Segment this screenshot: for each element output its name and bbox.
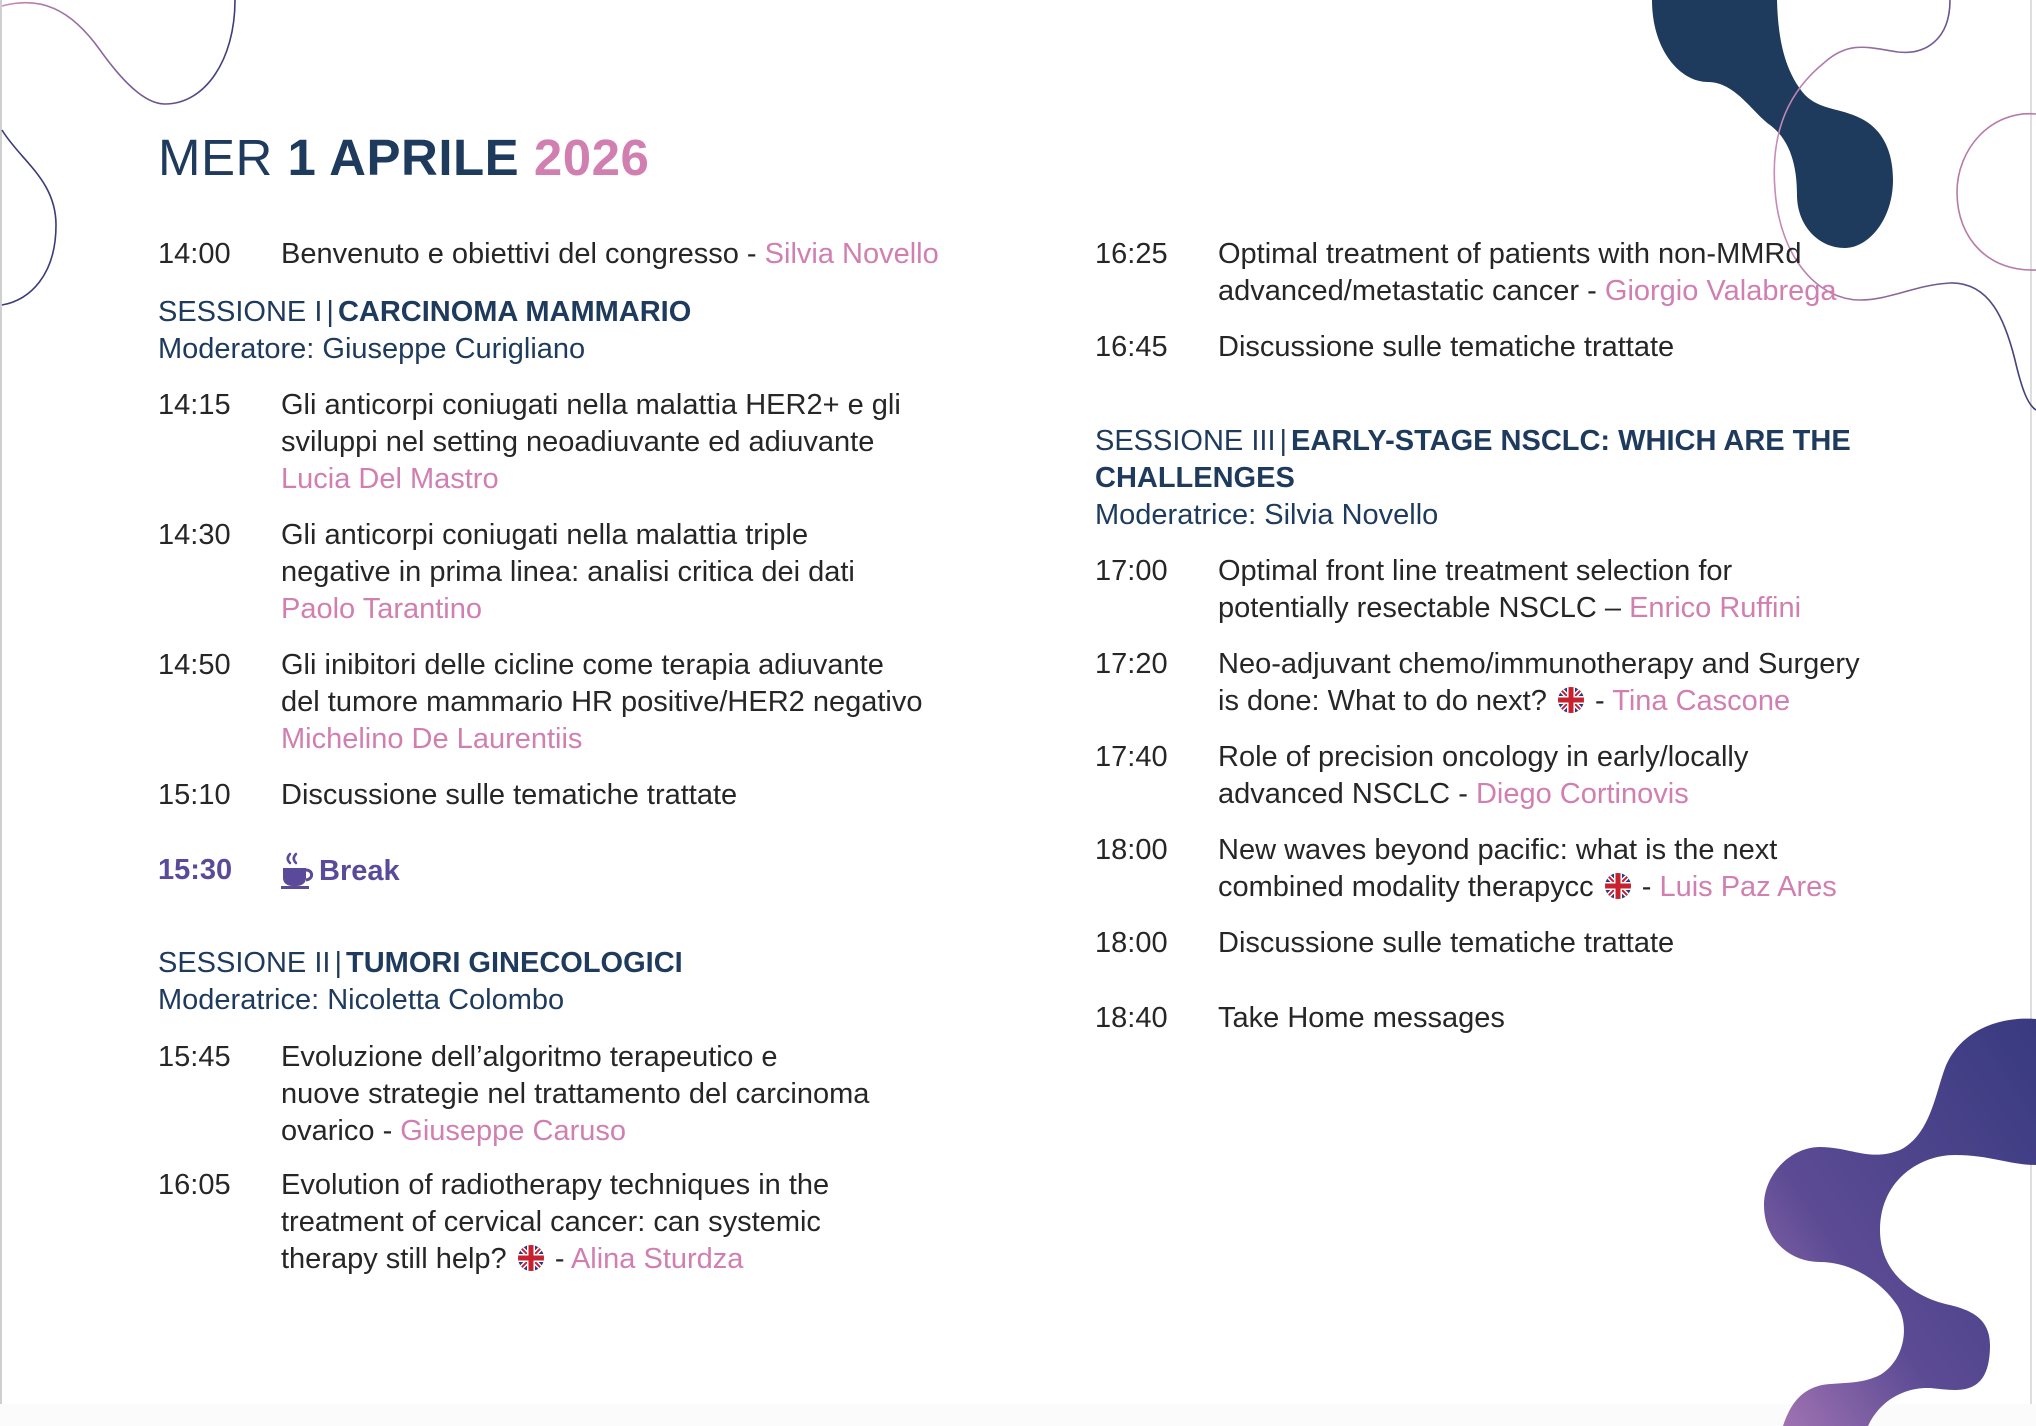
item-title-line: advanced NSCLC [1218, 778, 1451, 810]
speaker-name: Alina Sturdza [570, 1243, 744, 1275]
session-moderator: Moderatrice: Silvia Novello [1095, 499, 1439, 531]
item-body [1218, 739, 1935, 813]
session-name-continued: CHALLENGES [1095, 462, 1295, 494]
speaker-name: Tina Cascone [1612, 685, 1791, 717]
program-item [1095, 553, 1935, 627]
item-time: 17:40 [1095, 741, 1168, 773]
program-item [158, 777, 1018, 814]
bottom-right-purple-blob [1764, 1019, 2036, 1426]
item-body [1218, 553, 1935, 627]
left-edge-curve [2, 130, 56, 305]
item-time: 14:00 [158, 238, 231, 270]
program-item [158, 1039, 1018, 1150]
item-time: 18:40 [1095, 1002, 1168, 1034]
session-title [158, 945, 1018, 982]
item-separator: - [1587, 275, 1597, 307]
item-last-line [1218, 776, 1935, 813]
speaker-name: Silvia Novello [764, 238, 939, 270]
item-title-line: is done: What to do next? [1218, 685, 1547, 717]
item-time: 16:45 [1095, 331, 1168, 363]
program-item [158, 387, 1018, 498]
item-title-line: Role of precision oncology in early/locally [1218, 741, 1749, 773]
item-time: 16:25 [1095, 238, 1168, 270]
item-title-line: Optimal front line treatment selection for [1218, 555, 1733, 587]
uk-flag-icon [1604, 872, 1632, 900]
program-left-column [158, 236, 1018, 1278]
item-title-line: therapy still help? [281, 1243, 507, 1275]
session-title [1095, 423, 1935, 460]
speaker-name: Paolo Tarantino [281, 593, 483, 625]
program-item-break [158, 852, 1018, 890]
item-time: 15:45 [158, 1041, 231, 1073]
item-body [1218, 646, 1935, 720]
session-moderator: Moderatore: Giuseppe Curigliano [158, 333, 586, 365]
right-edge-circle-curve [1957, 114, 2036, 270]
item-title-line: ovarico [281, 1115, 375, 1147]
speaker-name: Diego Cortinovis [1475, 778, 1689, 810]
item-body [1218, 832, 1935, 906]
item-separator: – [1604, 592, 1622, 624]
item-body [281, 1167, 1018, 1278]
item-title: Benvenuto e obiettivi del congresso [281, 238, 739, 270]
item-time: 16:05 [158, 1169, 231, 1201]
item-title-line: Take Home messages [1218, 1002, 1505, 1034]
break-time: 15:30 [158, 854, 233, 886]
item-title-line: Gli anticorpi coniugati nella malattia HER2+ e gli [281, 389, 901, 421]
item-body [1218, 925, 1935, 962]
item-title-line: treatment of cervical cancer: can systemic [281, 1206, 821, 1238]
session-divider: | [326, 296, 334, 328]
item-last-line [1218, 869, 1935, 906]
item-title-line: New waves beyond pacific: what is the next [1218, 834, 1778, 866]
top-right-navy-blob [1652, 0, 1893, 248]
item-title-line: Evoluzione dell’algoritmo terapeutico e [281, 1041, 778, 1073]
item-title-line: Optimal treatment of patients with non-MMRd [1218, 238, 1802, 270]
session-header-1 [158, 294, 1018, 368]
speaker-name: Michelino De Laurentiis [281, 723, 583, 755]
program-item [158, 1167, 1018, 1278]
item-title-line: Gli inibitori delle cicline come terapia adiuvante [281, 649, 884, 681]
session-label: SESSIONE II [158, 947, 331, 979]
item-last-line [1218, 273, 1935, 310]
session-name: TUMORI GINECOLOGICI [346, 947, 683, 979]
item-separator: - [1458, 778, 1468, 810]
program-item [1095, 329, 1935, 366]
session-header-2 [158, 945, 1018, 1019]
uk-flag-icon [1557, 686, 1585, 714]
item-time: 14:15 [158, 389, 231, 421]
item-body [1218, 236, 1935, 310]
item-time: 17:00 [1095, 555, 1168, 587]
page-title [158, 128, 649, 188]
session-label: SESSIONE I [158, 296, 323, 328]
item-title-line: Evolution of radiotherapy techniques in the [281, 1169, 830, 1201]
item-title-line: sviluppi nel setting neoadiuvante ed adiuvante [281, 426, 875, 458]
item-title-line: del tumore mammario HR positive/HER2 negativo [281, 686, 923, 718]
coffee-cup-icon [281, 852, 315, 890]
item-last-line [281, 1113, 1018, 1150]
session-divider: | [334, 947, 342, 979]
program-item [1095, 925, 1935, 962]
item-title-line: Discussione sulle tematiche trattate [281, 779, 738, 811]
break-body [281, 852, 1018, 890]
program-item-welcome [158, 236, 1018, 273]
item-body [281, 1039, 1018, 1150]
item-title-line: negative in prima linea: analisi critica dei dati [281, 556, 855, 588]
break-label: Break [319, 855, 400, 887]
item-time: 15:10 [158, 779, 231, 811]
item-separator: - [746, 238, 757, 270]
item-title-line: combined modality therapycc [1218, 871, 1594, 903]
session-label: SESSIONE III [1095, 425, 1276, 457]
item-time: 14:50 [158, 649, 231, 681]
item-body [1218, 1000, 1935, 1037]
title-day: MER [158, 129, 273, 186]
item-separator: - [382, 1115, 393, 1147]
program-item [1095, 739, 1935, 813]
item-body [281, 387, 1018, 498]
item-body [281, 517, 1018, 628]
item-last-line [281, 1241, 1018, 1278]
item-title-line: potentially resectable NSCLC [1218, 592, 1597, 624]
session-title [158, 294, 1018, 331]
program-item [1095, 1000, 1935, 1037]
item-last-line [1218, 590, 1935, 627]
session-name: EARLY-STAGE NSCLC: WHICH ARE THE [1291, 425, 1851, 457]
program-item [158, 647, 1018, 758]
speaker-name: Giuseppe Caruso [400, 1115, 626, 1147]
item-title-line: Discussione sulle tematiche trattate [1218, 331, 1675, 363]
item-title-line: Discussione sulle tematiche trattate [1218, 927, 1675, 959]
speaker-name: Lucia Del Mastro [281, 463, 499, 495]
session-divider: | [1279, 425, 1288, 457]
item-body [281, 236, 1018, 273]
item-time: 18:00 [1095, 834, 1168, 866]
speaker-name: Luis Paz Ares [1659, 871, 1837, 903]
session-name: CARCINOMA MAMMARIO [337, 296, 692, 328]
program-item [158, 517, 1018, 628]
program-item [1095, 832, 1935, 906]
program-item [1095, 646, 1935, 720]
uk-flag-icon [517, 1244, 545, 1272]
item-last-line [1218, 683, 1935, 720]
speaker-name: Enrico Ruffini [1629, 592, 1802, 624]
item-body [281, 647, 1018, 758]
title-year: 2026 [533, 129, 650, 186]
item-separator: - [1641, 871, 1652, 903]
program-item [1095, 236, 1935, 310]
item-title-line: advanced/metastatic cancer [1218, 275, 1580, 307]
session-header-3 [1095, 423, 1935, 534]
speaker-name: Giorgio Valabrega [1604, 275, 1837, 307]
item-body [1218, 329, 1935, 366]
item-title-line: nuove strategie nel trattamento del carcinoma [281, 1078, 870, 1110]
item-body [281, 777, 1018, 814]
item-separator: - [554, 1243, 565, 1275]
item-title-line: Neo-adjuvant chemo/immunotherapy and Surgery [1218, 648, 1860, 680]
item-time: 14:30 [158, 519, 231, 551]
item-title-line: Gli anticorpi coniugati nella malattia triple [281, 519, 809, 551]
program-right-column [1095, 236, 1935, 1037]
item-separator: - [1595, 685, 1605, 717]
title-date: 1 APRILE [287, 129, 520, 186]
item-time: 17:20 [1095, 648, 1168, 680]
session-moderator: Moderatrice: Nicoletta Colombo [158, 984, 565, 1016]
item-time: 18:00 [1095, 927, 1168, 959]
top-left-curve [2, 0, 235, 104]
